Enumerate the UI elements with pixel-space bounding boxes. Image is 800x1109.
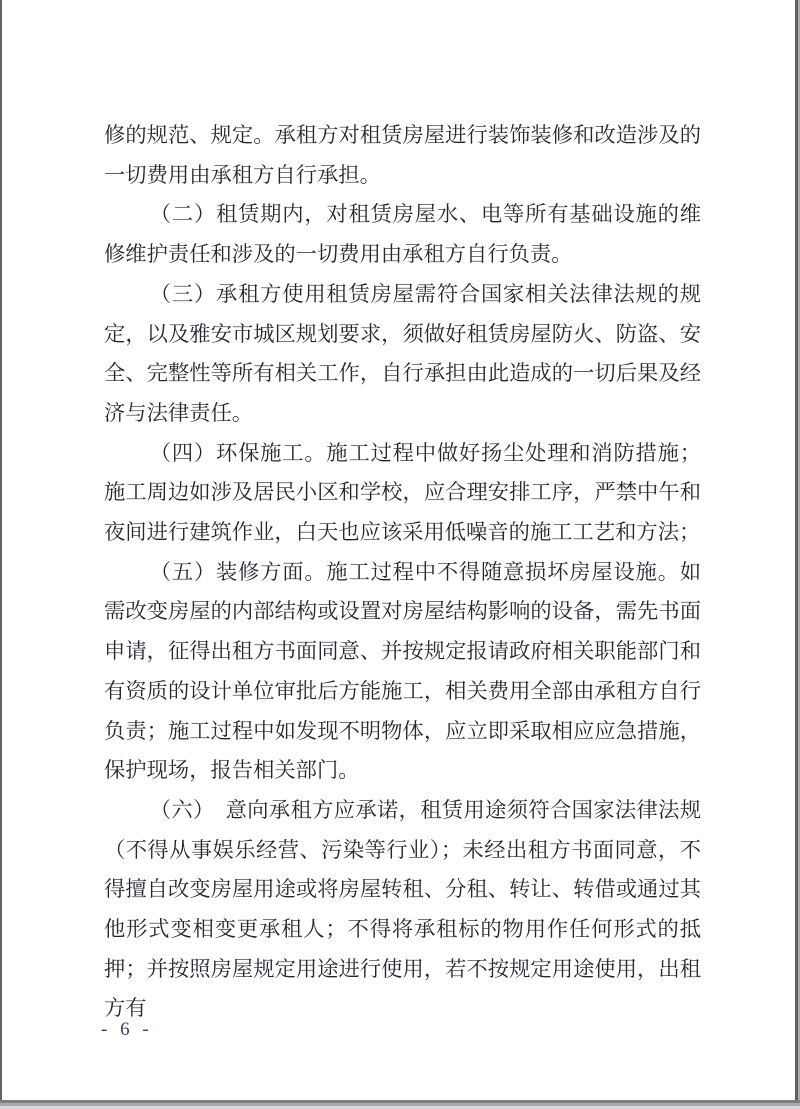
paragraph-item-6: （六） 意向承租方应承诺，租赁用途须符合国家法律法规（不得从事娱乐经营、污染等行业）；未经出租方书面同意，不得擅自改变房屋用途或将房屋转租、分租、转让、转借或通过其他形式变相变更承租人；不得将承租标的物用作任何形式的抵押；并按照房屋规定用途进行使用，若不按规定用途使用，出租方有 bbox=[104, 797, 701, 1021]
page-right-edge bbox=[794, 0, 800, 1109]
document-body bbox=[104, 116, 701, 1029]
page-bottom-edge bbox=[0, 1100, 800, 1109]
paragraph-continuation: 修的规范、规定。承租方对租赁房屋进行装饰装修和改造涉及的一切费用由承租方自行承担。 bbox=[104, 123, 701, 187]
page-left-edge bbox=[0, 0, 2, 1109]
paragraph-item-3: （三）承租方使用租赁房屋需符合国家相关法律法规的规定，以及雅安市城区规划要求，须做好租赁房屋防火、防盗、安全、完整性等所有相关工作，自行承担由此造成的一切后果及经济与法律责任。 bbox=[104, 281, 701, 425]
paragraph-item-4: （四）环保施工。施工过程中做好扬尘处理和消防措施；施工周边如涉及居民小区和学校，应合理安排工序，严禁中午和夜间进行建筑作业，白天也应该采用低噪音的施工工艺和方法； bbox=[104, 440, 701, 545]
paragraph-item-5: （五）装修方面。施工过程中不得随意损坏房屋设施。如需改变房屋的内部结构或设置对房屋结构影响的设备，需先书面申请，征得出租方书面同意、并按规定报请政府相关职能部门和有资质的设计单位审批后方能施工，相关费用全部由承租方自行负责；施工过程中如发现不明物体，应立即采取相应应急措施，保护现场，报告相关部门。 bbox=[104, 559, 701, 783]
paragraph-item-2: （二）租赁期内，对租赁房屋水、电等所有基础设施的维修维护责任和涉及的一切费用由承租方自行负责。 bbox=[104, 202, 701, 267]
page-number: - 6 - bbox=[101, 1019, 153, 1040]
